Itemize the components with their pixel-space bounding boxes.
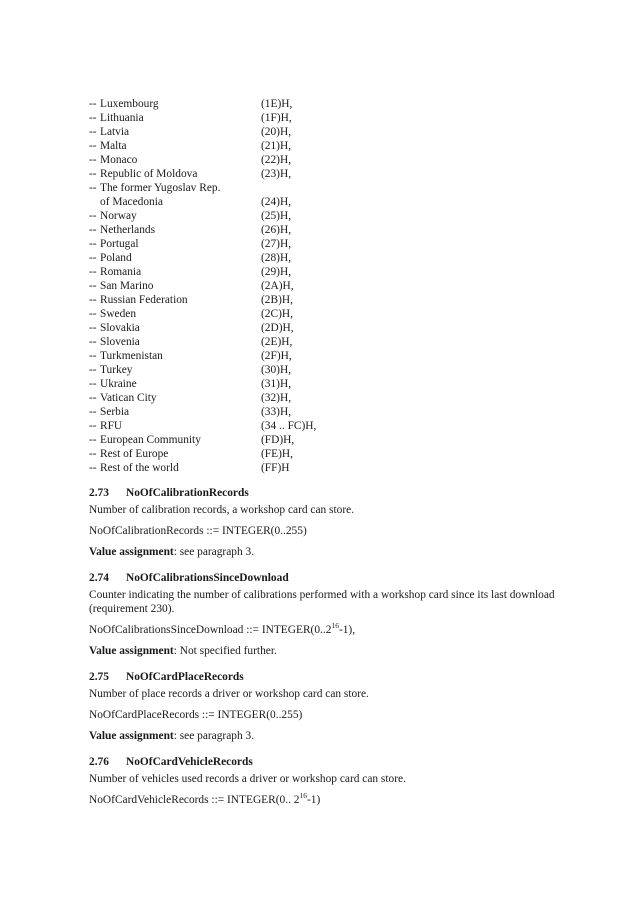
value-assignment-text: : Not specified further. [173, 645, 277, 657]
asn1-definition [89, 708, 559, 722]
section-2-75 [89, 670, 559, 743]
definition-text: NoOfCalibrationRecords ::= INTEGER(0..255) [89, 525, 307, 537]
country-name: Turkmenistan [100, 350, 163, 362]
country-name: of Macedonia [100, 196, 163, 208]
section-2-76 [89, 755, 559, 807]
country-code: (33)H, [261, 406, 292, 418]
asn1-definition [89, 524, 559, 538]
country-name: San Marino [100, 280, 154, 292]
list-item-continuation [89, 195, 389, 209]
list-item [89, 125, 389, 139]
definition-tail: -1) [306, 794, 321, 806]
value-assignment [89, 644, 559, 658]
list-dash: -- [89, 336, 97, 348]
country-name: Monaco [100, 154, 138, 166]
country-code: (FF)H [261, 462, 290, 474]
country-name: The former Yugoslav Rep. [100, 182, 221, 194]
section-title: NoOfCardVehicleRecords [126, 756, 253, 768]
list-dash: -- [89, 392, 97, 404]
section-heading [89, 571, 559, 585]
country-name: Poland [100, 252, 132, 264]
country-code: (25)H, [261, 210, 292, 222]
section-2-73 [89, 486, 559, 559]
country-code: (21)H, [261, 140, 292, 152]
country-name: Malta [100, 140, 127, 152]
definition-text: NoOfCardPlaceRecords ::= INTEGER(0..255) [89, 709, 303, 721]
list-dash: -- [89, 252, 97, 264]
country-code: (1F)H, [261, 112, 292, 124]
list-dash: -- [89, 182, 97, 194]
country-name: Ukraine [100, 378, 137, 390]
country-name: RFU [100, 420, 123, 432]
country-name: Luxembourg [100, 98, 159, 110]
country-code: (32)H, [261, 392, 292, 404]
country-name: Rest of Europe [100, 448, 169, 460]
section-title: NoOfCalibrationsSinceDownload [126, 572, 289, 584]
section-heading [89, 670, 559, 684]
list-item [89, 251, 389, 265]
definition-tail: -1), [338, 624, 356, 636]
list-dash: -- [89, 420, 97, 432]
list-dash: -- [89, 294, 97, 306]
list-dash: -- [89, 322, 97, 334]
list-item [89, 111, 389, 125]
section-title: NoOfCalibrationRecords [126, 487, 249, 499]
list-item [89, 419, 389, 433]
list-dash: -- [89, 308, 97, 320]
list-item [89, 265, 389, 279]
country-code: (34 .. FC)H, [261, 420, 317, 432]
list-item [89, 153, 389, 167]
list-dash: -- [89, 350, 97, 362]
list-item [89, 97, 389, 111]
list-item [89, 433, 389, 447]
list-dash: -- [89, 210, 97, 222]
country-name: Serbia [100, 406, 130, 418]
definition-superscript: 16 [299, 791, 307, 800]
section-number: 2.76 [89, 756, 109, 768]
country-code: (20)H, [261, 126, 292, 138]
country-code: (FE)H, [261, 448, 293, 460]
value-assignment-label: Value assignment [89, 645, 174, 657]
list-dash: -- [89, 364, 97, 376]
section-description: Number of place records a driver or workshop card can store. [89, 688, 369, 700]
country-name: Norway [100, 210, 137, 222]
country-name: Slovenia [100, 336, 140, 348]
list-item [89, 139, 389, 153]
list-dash: -- [89, 434, 97, 446]
list-dash: -- [89, 112, 97, 124]
list-item [89, 209, 389, 223]
section-description: Number of calibration records, a workshop card can store. [89, 504, 355, 516]
value-assignment-label: Value assignment [89, 730, 174, 742]
country-code: (28)H, [261, 252, 292, 264]
country-code: (26)H, [261, 224, 292, 236]
definition-sections [89, 486, 559, 807]
list-dash: -- [89, 154, 97, 166]
list-dash: -- [89, 238, 97, 250]
list-item [89, 377, 389, 391]
list-dash: -- [89, 140, 97, 152]
value-assignment [89, 545, 559, 559]
list-item [89, 447, 389, 461]
country-code: (23)H, [261, 168, 292, 180]
list-item [89, 405, 389, 419]
country-code: (2A)H, [261, 280, 294, 292]
nation-code-list [89, 97, 389, 475]
list-item [89, 349, 389, 363]
country-name: Vatican City [100, 392, 157, 404]
list-item [89, 279, 389, 293]
country-name: Lithuania [100, 112, 144, 124]
country-name: Sweden [100, 308, 137, 320]
list-dash: -- [89, 168, 97, 180]
asn1-definition [89, 793, 559, 807]
list-dash: -- [89, 98, 97, 110]
country-name: Netherlands [100, 224, 156, 236]
list-dash: -- [89, 266, 97, 278]
country-code: (22)H, [261, 154, 292, 166]
list-dash: -- [89, 406, 97, 418]
list-item [89, 461, 389, 475]
country-name: Latvia [100, 126, 130, 138]
value-assignment-label: Value assignment [89, 546, 174, 558]
country-name: Rest of the world [100, 462, 179, 474]
list-dash: -- [89, 448, 97, 460]
country-name: Romania [100, 266, 142, 278]
value-assignment [89, 729, 559, 743]
definition-superscript: 16 [331, 621, 339, 630]
section-heading [89, 486, 559, 500]
country-code: (24)H, [261, 196, 292, 208]
list-item [89, 293, 389, 307]
section-description: Number of vehicles used records a driver or workshop card can store. [89, 773, 406, 785]
country-code: (1E)H, [261, 98, 293, 110]
country-code: (2E)H, [261, 336, 293, 348]
country-name: European Community [100, 434, 201, 446]
section-description: Counter indicating the number of calibrations performed with a workshop card since its last download (requirement 230). [89, 589, 555, 615]
country-code: (FD)H, [261, 434, 295, 446]
definition-text: NoOfCardVehicleRecords ::= INTEGER(0.. 2 [89, 794, 300, 806]
list-dash: -- [89, 224, 97, 236]
list-item [89, 321, 389, 335]
country-name: Republic of Moldova [100, 168, 198, 180]
section-number: 2.75 [89, 671, 109, 683]
country-code: (2D)H, [261, 322, 294, 334]
list-item [89, 167, 389, 181]
list-dash: -- [89, 126, 97, 138]
list-item [89, 237, 389, 251]
country-code: (31)H, [261, 378, 292, 390]
value-assignment-text: : see paragraph 3. [173, 546, 255, 558]
list-dash: -- [89, 462, 97, 474]
section-number: 2.73 [89, 487, 109, 499]
country-name: Russian Federation [100, 294, 188, 306]
list-item [89, 391, 389, 405]
list-item [89, 335, 389, 349]
list-item [89, 363, 389, 377]
country-code: (29)H, [261, 266, 292, 278]
section-title: NoOfCardPlaceRecords [126, 671, 244, 683]
section-number: 2.74 [89, 572, 109, 584]
list-item [89, 307, 389, 321]
section-2-74 [89, 571, 559, 658]
list-dash: -- [89, 378, 97, 390]
country-name: Slovakia [100, 322, 140, 334]
country-code: (2F)H, [261, 350, 292, 362]
country-code: (30)H, [261, 364, 292, 376]
section-heading [89, 755, 559, 769]
definition-text: NoOfCalibrationsSinceDownload ::= INTEGER(0..2 [89, 624, 332, 636]
country-name: Portugal [100, 238, 139, 250]
value-assignment-text: : see paragraph 3. [173, 730, 255, 742]
list-item [89, 181, 389, 195]
country-code: (27)H, [261, 238, 292, 250]
country-code: (2B)H, [261, 294, 293, 306]
asn1-definition [89, 623, 559, 637]
country-name: Turkey [100, 364, 133, 376]
list-dash: -- [89, 280, 97, 292]
list-item [89, 223, 389, 237]
country-code: (2C)H, [261, 308, 293, 320]
